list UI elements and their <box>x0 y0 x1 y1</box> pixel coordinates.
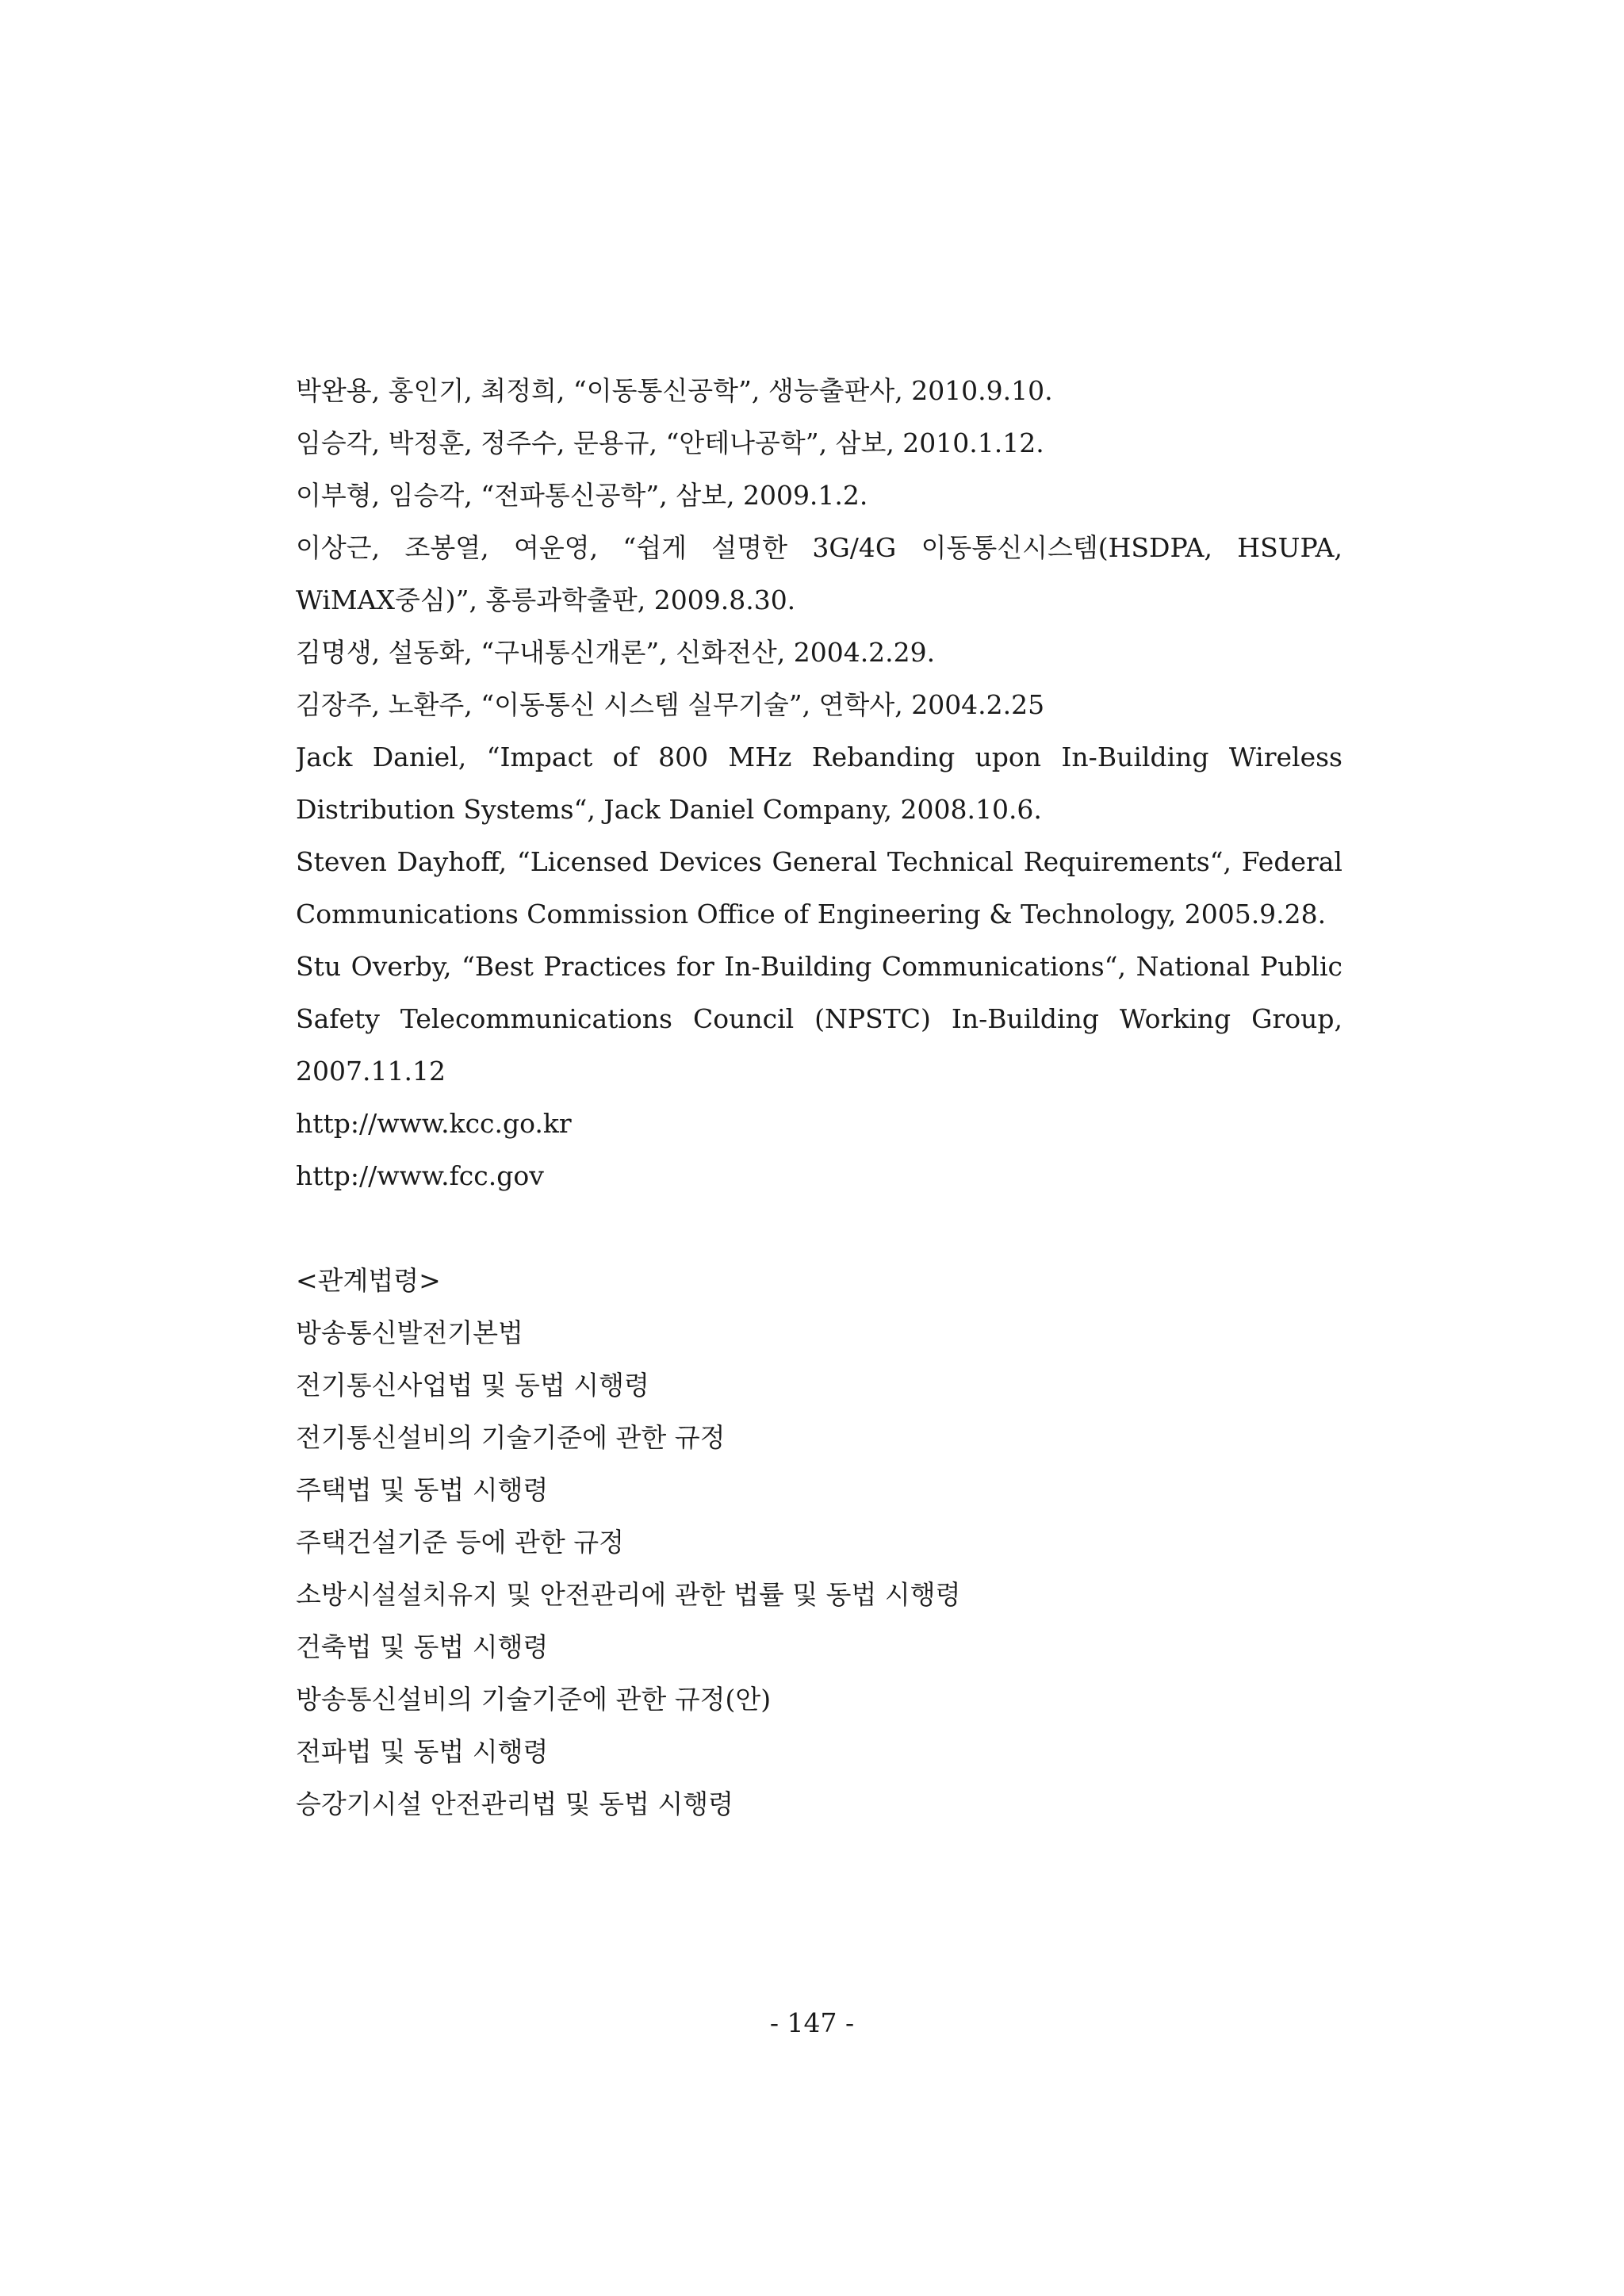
law-item: 소방시설설치유지 및 안전관리에 관한 법률 및 동법 시행령 <box>296 1579 961 1610</box>
reference-line: Jack Daniel, “Impact of 800 MHz Rebanding upon In‐Building Wireless <box>296 742 1342 772</box>
law-item: 방송통신설비의 기술기준에 관한 규정(안) <box>296 1684 772 1715</box>
section-gap <box>296 1202 1342 1255</box>
law-item: 전기통신사업법 및 동법 시행령 <box>296 1370 649 1401</box>
reference-line: Steven Dayhoff, “Licensed Devices General Technical Requirements“, Federal <box>296 846 1342 877</box>
reference-line: 김명생, 설동화, “구내통신개론”, 신화전산, 2004.2.29. <box>296 637 936 668</box>
page-number: - 147 - <box>769 2007 855 2038</box>
reference-line: Stu Overby, “Best Practices for In-Building Communications“, National Public <box>296 951 1342 982</box>
law-item: 주택법 및 동법 시행령 <box>296 1474 549 1505</box>
reference-line: 김장주, 노환주, “이동통신 시스템 실무기술”, 연학사, 2004.2.25 <box>296 689 1045 720</box>
reference-line: Communications Commission Office of Engineering & Technology, 2005.9.28. <box>296 899 1327 930</box>
law-item: 주택건설기준 등에 관한 규정 <box>296 1527 625 1558</box>
reference-line: 박완용, 홍인기, 최정희, “이동통신공학”, 생능출판사, 2010.9.10. <box>296 375 1053 406</box>
reference-line: 2007.11.12 <box>296 1056 446 1087</box>
reference-link: http://www.kcc.go.kr <box>296 1108 572 1139</box>
reference-line: WiMAX중심)”, 홍릉과학출판, 2009.8.30. <box>296 585 796 615</box>
law-item: 승강기시설 안전관리법 및 동법 시행령 <box>296 1788 734 1819</box>
reference-line: Distribution Systems“, Jack Daniel Company, 2008.10.6. <box>296 794 1042 825</box>
reference-line: Safety Telecommunications Council (NPSTC) In-Building Working Group, <box>296 1003 1342 1034</box>
reference-line: 이부형, 임승각, “전파통신공학”, 삼보, 2009.1.2. <box>296 480 868 511</box>
reference-link: http://www.fcc.gov <box>296 1160 544 1191</box>
reference-line: 이상근, 조봉열, 여운영, “쉽게 설명한 3G/4G 이동통신시스템(HSDPA, HSUPA, <box>296 532 1342 563</box>
law-item: 전파법 및 동법 시행령 <box>296 1736 549 1767</box>
laws-heading: <관계법령> <box>296 1265 441 1296</box>
law-item: 건축법 및 동법 시행령 <box>296 1631 549 1662</box>
page-content <box>296 365 1342 1830</box>
law-item: 방송통신발전기본법 <box>296 1317 523 1348</box>
law-item: 전기통신설비의 기술기준에 관한 규정 <box>296 1422 726 1453</box>
reference-line: 임승각, 박정훈, 정주수, 문용규, “안테나공학”, 삼보, 2010.1.12. <box>296 427 1044 458</box>
